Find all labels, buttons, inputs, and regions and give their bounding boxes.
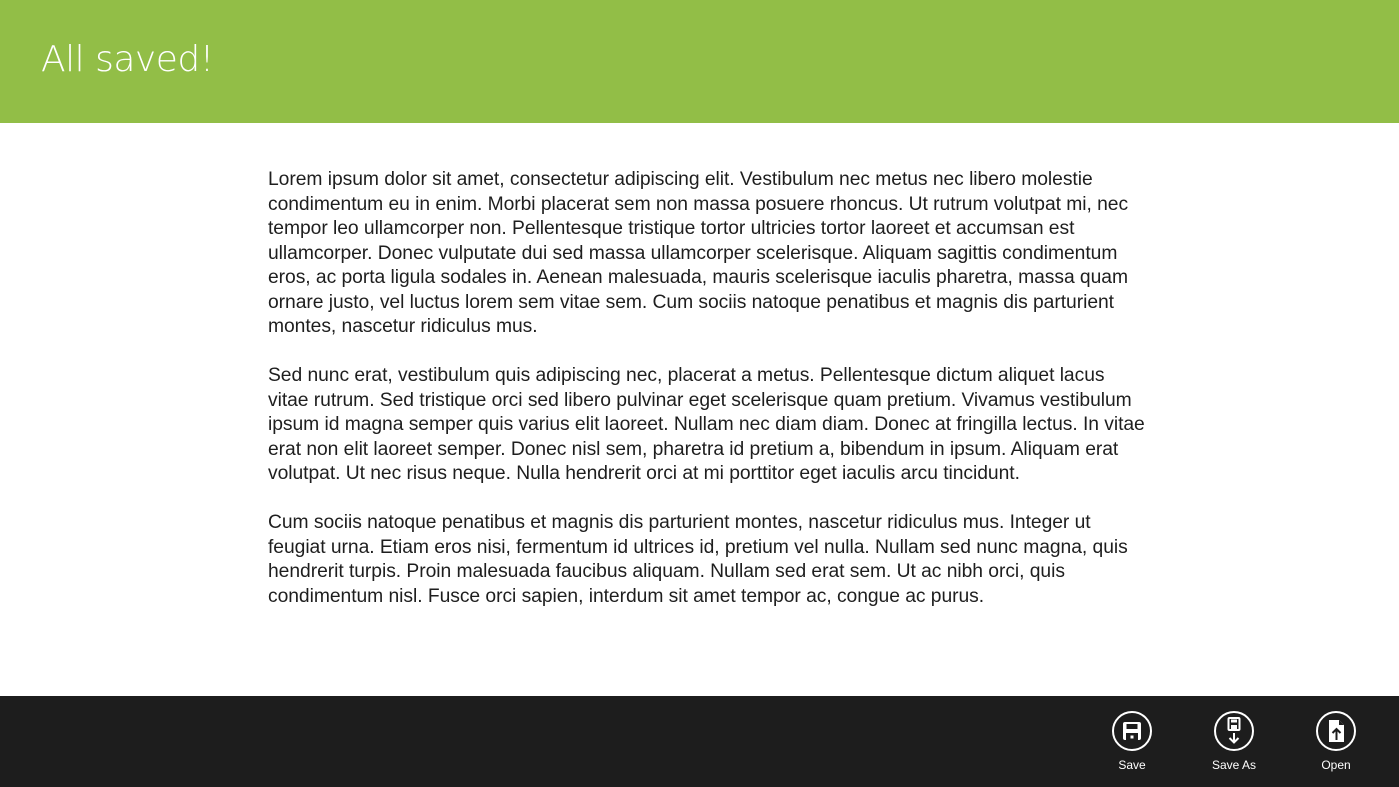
paragraph: Lorem ipsum dolor sit amet, consectetur adipiscing elit. Vestibulum nec metus nec libero molestie condimentum eu in enim. Morbi placerat sem non massa posuere rhoncus. Ut rutrum volutpat mi, nec tempor leo ullamcorper non. Pellentesque tristique tortor ultricies tortor laoreet et accumsan est ullamcorper. Donec vulputate dui sed massa ullamcorper scelerisque. Aliquam sagittis condimentum eros, ac porta ligula sodales in. Aenean malesuada, mauris scelerisque iaculis pharetra, massa quam ornare justo, vel luctus lorem sem vitae sem. Cum sociis natoque penatibus et magnis dis parturient montes, nascetur ridiculus mus. bbox=[268, 169, 1129, 337]
header-banner bbox=[0, 0, 1399, 123]
paragraph: Sed nunc erat, vestibulum quis adipiscing nec, placerat a metus. Pellentesque dictum aliquet lacus vitae rutrum. Sed tristique orci sed libero pulvinar eget scelerisque quam pretium. Vivamus vestibulum ipsum id magna semper quis varius elit laoreet. Nullam nec diam diam. Donec at fringilla lectus. In vitae erat non elit laoreet semper. Donec nisl sem, pharetra id pretium a, bibendum in ipsum. Aliquam erat volutpat. Ut nec risus neque. Nulla hendrerit orci at mi porttitor eget iaculis arcu tincidunt. bbox=[268, 365, 1145, 484]
save-icon bbox=[1112, 711, 1152, 751]
open-label: Open bbox=[1321, 758, 1351, 772]
document-content bbox=[268, 168, 1148, 634]
open-file-icon bbox=[1316, 711, 1356, 751]
page-title: All saved! bbox=[41, 39, 214, 80]
save-label: Save bbox=[1118, 758, 1146, 772]
paragraph: Cum sociis natoque penatibus et magnis dis parturient montes, nascetur ridiculus mus. Integer ut feugiat urna. Etiam eros nisi, fermentum id ultrices id, pretium vel nulla. Nullam sed nunc magna, quis hendrerit turpis. Proin malesuada faucibus aliquam. Nullam sed erat sem. Ut ac nibh orci, quis condimentum nisl. Fusce orci sapien, interdum sit amet tempor ac, congue ac purus. bbox=[268, 512, 1128, 607]
open-button[interactable] bbox=[1291, 696, 1381, 787]
app-bar bbox=[0, 696, 1399, 787]
save-button[interactable] bbox=[1087, 696, 1177, 787]
save-as-icon bbox=[1214, 711, 1254, 751]
save-as-button[interactable] bbox=[1189, 696, 1279, 787]
save-as-label: Save As bbox=[1211, 758, 1257, 772]
